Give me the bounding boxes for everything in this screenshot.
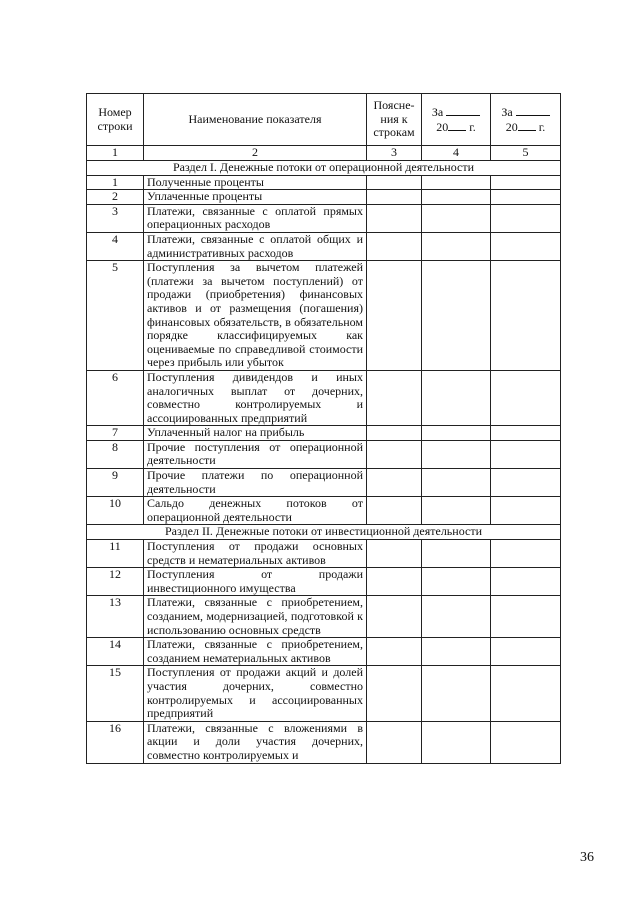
row-indicator-name: Полученные проценты [144, 175, 367, 190]
row-notes-cell [367, 540, 422, 568]
row-number: 9 [87, 469, 144, 497]
row-period-1-cell [422, 175, 491, 190]
row-indicator-name: Поступления от продажи инвестиционного имущества [144, 568, 367, 596]
row-number: 16 [87, 721, 144, 763]
row-period-2-cell [491, 426, 561, 441]
row-number: 15 [87, 666, 144, 721]
row-indicator-name: Прочие поступления от операционной деятельности [144, 440, 367, 468]
row-indicator-name: Поступления от продажи акций и долей участия дочерних, совместно контролируемых и ассоциированных предприятий [144, 666, 367, 721]
row-period-1-cell [422, 596, 491, 638]
table-row [87, 666, 561, 721]
row-number: 8 [87, 440, 144, 468]
row-notes-cell [367, 232, 422, 260]
row-indicator-name: Поступления за вычетом платежей (платежи за вычетом поступлений) от продажи (приобретения) финансовых активов и от размещения (погашения) финансовых обязательств, в обязательном порядке классифицируемых как оцениваемые по справедливой стоимости через прибыль или убыток [144, 261, 367, 371]
column-index: 4 [422, 146, 491, 161]
row-period-1-cell [422, 261, 491, 371]
row-period-2-cell [491, 204, 561, 232]
row-notes-cell [367, 721, 422, 763]
table-row [87, 175, 561, 190]
table-row [87, 440, 561, 468]
header-period-1 [422, 94, 491, 146]
section-header-row [87, 161, 561, 176]
row-indicator-name: Уплаченный налог на прибыль [144, 426, 367, 441]
row-period-1-cell [422, 568, 491, 596]
row-indicator-name: Поступления дивидендов и иных аналогичных выплат от дочерних, совместно контролируемых и ассоциированных предприятий [144, 370, 367, 425]
row-period-1-cell [422, 540, 491, 568]
row-indicator-name: Платежи, связанные с оплатой прямых операционных расходов [144, 204, 367, 232]
table-row [87, 568, 561, 596]
row-notes-cell [367, 370, 422, 425]
row-notes-cell [367, 426, 422, 441]
row-period-2-cell [491, 596, 561, 638]
period-1-year-prefix: 20 [436, 119, 449, 134]
table-row [87, 232, 561, 260]
row-indicator-name: Поступления от продажи основных средств и нематериальных активов [144, 540, 367, 568]
section-title: Раздел II. Денежные потоки от инвестиционной деятельности [87, 525, 561, 540]
row-period-1-cell [422, 426, 491, 441]
table-row [87, 638, 561, 666]
row-notes-cell [367, 204, 422, 232]
row-period-1-cell [422, 666, 491, 721]
row-period-2-cell [491, 497, 561, 525]
row-notes-cell [367, 190, 422, 205]
period-2-blank [516, 105, 550, 116]
row-period-2-cell [491, 440, 561, 468]
row-period-2-cell [491, 469, 561, 497]
row-period-1-cell [422, 370, 491, 425]
period-1-year-suffix: г. [469, 119, 476, 134]
row-number: 5 [87, 261, 144, 371]
row-number: 13 [87, 596, 144, 638]
row-number: 4 [87, 232, 144, 260]
table-row [87, 426, 561, 441]
row-period-1-cell [422, 497, 491, 525]
row-notes-cell [367, 596, 422, 638]
period-1-prefix: За [431, 104, 444, 119]
row-period-2-cell [491, 638, 561, 666]
period-2-year-suffix: г. [538, 119, 546, 134]
table-row [87, 596, 561, 638]
row-indicator-name: Прочие платежи по операционной деятельности [144, 469, 367, 497]
row-notes-cell [367, 469, 422, 497]
table-row [87, 497, 561, 525]
row-period-2-cell [491, 370, 561, 425]
row-period-2-cell [491, 721, 561, 763]
row-period-2-cell [491, 175, 561, 190]
header-notes: Поясне-ния к строкам [367, 94, 422, 146]
table-row [87, 469, 561, 497]
table-body [87, 146, 561, 764]
row-period-1-cell [422, 469, 491, 497]
header-indicator-name: Наименование показателя [144, 94, 367, 146]
row-notes-cell [367, 175, 422, 190]
row-indicator-name: Платежи, связанные с приобретением, созданием, модернизацией, подготовкой к использованию основных средств [144, 596, 367, 638]
row-notes-cell [367, 440, 422, 468]
row-number: 1 [87, 175, 144, 190]
row-indicator-name: Платежи, связанные с оплатой общих и административных расходов [144, 232, 367, 260]
column-index: 2 [144, 146, 367, 161]
row-number: 12 [87, 568, 144, 596]
row-notes-cell [367, 666, 422, 721]
period-1-blank [446, 105, 480, 116]
period-2-year-prefix: 20 [505, 119, 518, 134]
row-period-2-cell [491, 666, 561, 721]
section-title: Раздел I. Денежные потоки от операционной деятельности [87, 161, 561, 176]
row-number: 3 [87, 204, 144, 232]
column-index: 5 [491, 146, 561, 161]
period-2-year-blank [518, 120, 536, 131]
row-indicator-name: Платежи, связанные с приобретением, созданием нематериальных активов [144, 638, 367, 666]
header-row [87, 94, 561, 146]
row-notes-cell [367, 497, 422, 525]
row-period-1-cell [422, 232, 491, 260]
row-period-2-cell [491, 261, 561, 371]
row-number: 14 [87, 638, 144, 666]
row-number: 11 [87, 540, 144, 568]
row-number: 6 [87, 370, 144, 425]
column-index-row [87, 146, 561, 161]
row-period-1-cell [422, 204, 491, 232]
row-indicator-name: Платежи, связанные с вложениями в акции и доли участия дочерних, совместно контролируемых и [144, 721, 367, 763]
row-period-2-cell [491, 232, 561, 260]
section-header-row [87, 525, 561, 540]
row-period-2-cell [491, 568, 561, 596]
row-period-2-cell [491, 190, 561, 205]
row-notes-cell [367, 261, 422, 371]
row-indicator-name: Сальдо денежных потоков от операционной деятельности [144, 497, 367, 525]
period-2-prefix: За [501, 104, 513, 119]
table-row [87, 190, 561, 205]
table-row [87, 540, 561, 568]
row-number: 7 [87, 426, 144, 441]
row-period-1-cell [422, 190, 491, 205]
table-row [87, 261, 561, 371]
row-notes-cell [367, 568, 422, 596]
row-period-1-cell [422, 638, 491, 666]
table-row [87, 204, 561, 232]
row-period-2-cell [491, 540, 561, 568]
column-index: 3 [367, 146, 422, 161]
column-index: 1 [87, 146, 144, 161]
header-period-2 [491, 94, 561, 146]
page-number: 36 [580, 850, 594, 865]
row-number: 2 [87, 190, 144, 205]
table-row [87, 370, 561, 425]
row-period-1-cell [422, 721, 491, 763]
period-1-year-blank [448, 120, 466, 131]
row-period-1-cell [422, 440, 491, 468]
table-row [87, 721, 561, 763]
row-indicator-name: Уплаченные проценты [144, 190, 367, 205]
row-number: 10 [87, 497, 144, 525]
cash-flow-table [86, 93, 561, 764]
header-row-number: Номер строки [87, 94, 144, 146]
row-notes-cell [367, 638, 422, 666]
